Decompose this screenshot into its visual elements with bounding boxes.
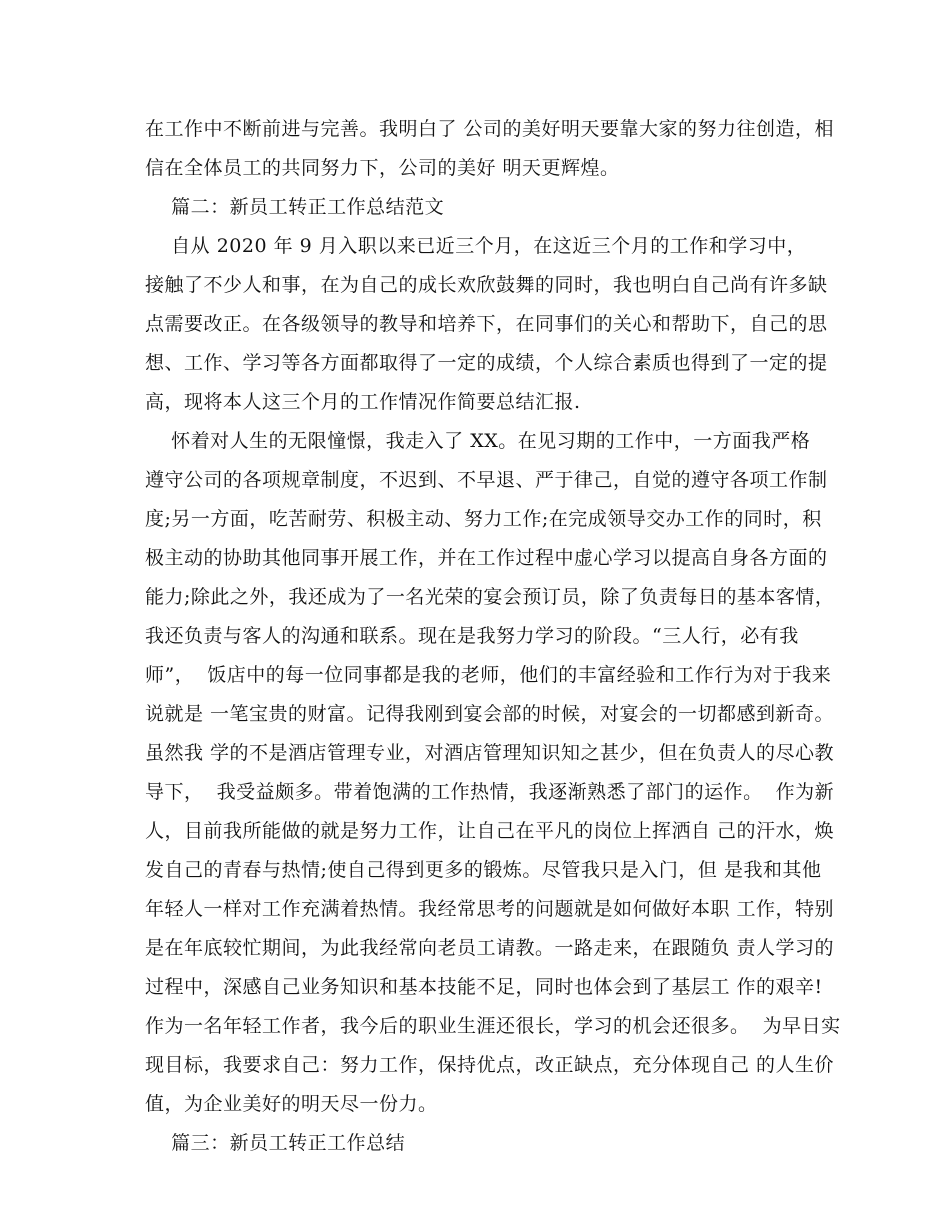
text-line: 极主动的协助其他同事开展工作，并在工作过程中虚心学习以提高自身各方面的 [145, 547, 828, 569]
text-line: 是在年底较忙期间，为此我经常向老员工请教。一路走来，在跟随负 责人学习的 [145, 937, 835, 959]
text-line: 我还负责与客人的沟通和联系。现在是我努力学习的阶段。“三人行，必有我 [145, 625, 799, 647]
text-line: 人，目前我所能做的就是努力工作，让自己在平凡的岗位上挥洒自 己的汗水，焕 [145, 820, 835, 842]
text-line: 接触了不少人和事，在为自己的成长欢欣鼓舞的同时，我也明白自己尚有许多缺 [145, 274, 828, 296]
text-line: 度;另一方面，吃苦耐劳、积极主动、努力工作;在完成领导交办工作的同时，积 [145, 508, 822, 530]
text-line: 怀着对人生的无限憧憬，我走入了 XX。在见习期的工作中，一方面我严格 [145, 430, 811, 452]
text-line: 说就是 一笔宝贵的财富。记得我刚到宴会部的时候，对宴会的一切都感到新奇。 [145, 703, 835, 725]
text-line: 信在全体员工的共同努力下，公司的美好 明天更辉煌。 [145, 157, 620, 179]
section-heading-2: 篇二：新员工转正工作总结范文 [145, 196, 445, 218]
text-line: 自从 2020 年 9 月入职以来已近三个月，在这近三个月的工作和学习中， [145, 235, 807, 257]
text-line: 年轻人一样对工作充满着热情。我经常思考的问题就是如何做好本职 工作，特别 [145, 898, 835, 920]
text-line: 高，现将本人这三个月的工作情况作简要总结汇报. [145, 391, 581, 413]
text-line: 值，为企业美好的明天尽一份力。 [145, 1093, 438, 1115]
text-line: 想、工作、学习等各方面都取得了一定的成绩，个人综合素质也得到了一定的提 [145, 352, 828, 374]
text-line: 作为一名年轻工作者，我今后的职业生涯还很长，学习的机会还很多。 为早日实 [145, 1015, 841, 1037]
text-line: 点需要改正。在各级领导的教导和培养下，在同事们的关心和帮助下，自己的思 [145, 313, 828, 335]
text-line: 导下， 我受益颇多。带着饱满的工作热情，我逐渐熟悉了部门的运作。 作为新 [145, 781, 835, 803]
text-line: 过程中，深感自己业务知识和基本技能不足，同时也体会到了基层工 作的艰辛! [145, 976, 823, 998]
text-line: 发自己的青春与热情;使自己得到更多的锻炼。尽管我只是入门，但 是我和其他 [145, 859, 822, 881]
text-line: 师”， 饭店中的每一位同事都是我的老师，他们的丰富经验和工作行为对于我来 [145, 664, 832, 686]
text-line: 遵守公司的各项规章制度，不迟到、不早退、严于律己，自觉的遵守各项工作制 [145, 469, 828, 491]
section-heading-3: 篇三：新员工转正工作总结 [145, 1132, 406, 1154]
text-line: 在工作中不断前进与完善。我明白了 公司的美好明天要靠大家的努力往创造，相 [145, 118, 835, 140]
text-line: 虽然我 学的不是酒店管理专业，对酒店管理知识知之甚少，但在负责人的尽心教 [145, 742, 835, 764]
text-line: 能力;除此之外，我还成为了一名光荣的宴会预订员，除了负责每日的基本客情， [145, 586, 835, 608]
text-line: 现目标，我要求自己：努力工作，保持优点，改正缺点，充分体现自己 的人生价 [145, 1054, 835, 1076]
